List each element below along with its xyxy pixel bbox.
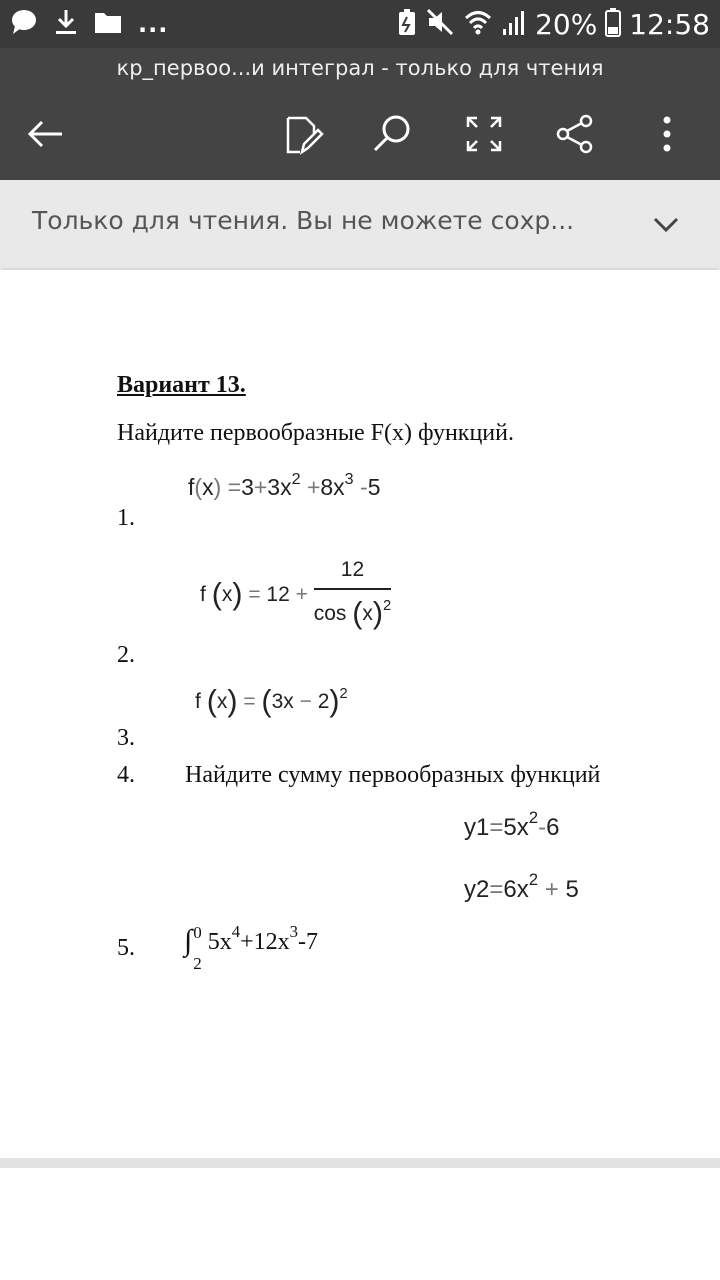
signal-icon <box>501 7 527 41</box>
battery-icon <box>605 7 621 41</box>
task-instruction: Найдите первообразные F(x) функций. <box>117 420 514 446</box>
edit-document-icon[interactable] <box>284 114 324 160</box>
app-toolbar <box>0 48 720 180</box>
readonly-banner[interactable] <box>0 180 720 268</box>
item-number-1: 1. <box>117 505 135 531</box>
chat-notification-icon <box>10 8 38 40</box>
readonly-banner-text: Только для чтения. Вы не можете сохр... <box>32 206 575 235</box>
battery-saver-icon <box>397 7 417 41</box>
formula-5-integral: ∫ 0 2 $5x^4+12x^3-7$ <box>184 922 319 973</box>
item-number-5: 5. <box>117 935 135 961</box>
document-title: кр_первоо...и интеграл - только для чтения <box>116 56 604 80</box>
clock: 12:58 <box>629 7 710 41</box>
wifi-icon <box>463 7 493 41</box>
battery-percent: 20% <box>535 7 598 41</box>
page-separator <box>0 1158 720 1168</box>
fullscreen-icon[interactable] <box>464 114 504 158</box>
more-options-icon[interactable] <box>660 114 674 158</box>
item-number-2: 2. <box>117 642 135 668</box>
formula-2: f (x) = 12 + $\frac{12}{\cos (x)^2}$ <box>200 558 392 630</box>
formula-1: $f(x) =3+3x^2 +8x^3$ -5 <box>188 469 381 500</box>
formula-y2: $y2=6x^2 + 5$ <box>464 870 579 903</box>
variant-heading: Вариант 13. <box>117 372 246 398</box>
chevron-down-icon[interactable] <box>652 212 680 240</box>
download-icon <box>54 8 78 40</box>
formula-y1: $y1=5x^2-6$ <box>464 808 560 841</box>
share-icon[interactable] <box>555 114 595 158</box>
formula-3: f $(x) = (3x - 2)^2$ <box>195 684 348 718</box>
search-icon[interactable] <box>372 114 412 158</box>
back-arrow-icon[interactable] <box>26 114 66 158</box>
item-number-3: 3. <box>117 725 135 751</box>
folder-icon <box>94 10 122 38</box>
item-number-4: 4. <box>117 762 135 788</box>
mute-icon <box>425 7 455 41</box>
document-page <box>0 270 720 1158</box>
status-bar <box>0 0 720 48</box>
more-notifications: ... <box>138 10 169 38</box>
item-4-text: Найдите сумму первообразных функций <box>185 762 601 788</box>
